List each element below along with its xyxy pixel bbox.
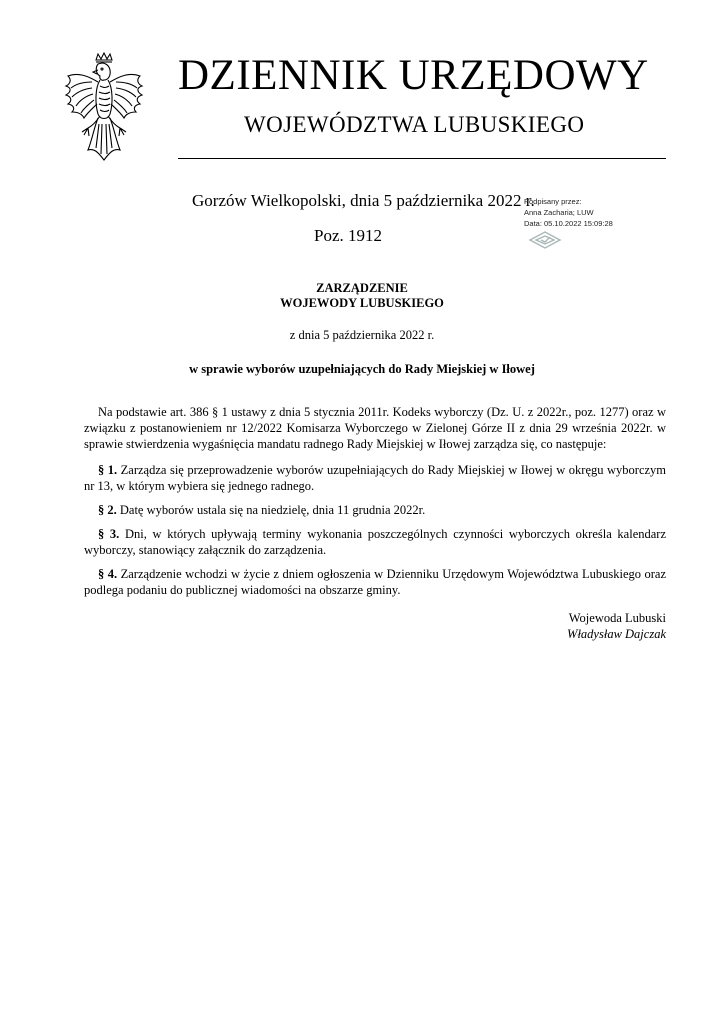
electronic-signature[interactable] — [524, 196, 644, 256]
legal-basis-paragraph: Na podstawie art. 386 § 1 ustawy z dnia 5 stycznia 2011r. Kodeks wyborczy (Dz. U. z 2022r., poz. 1277) oraz w związku z postanowieniem nr 12/2022 Komisarza Wyborczego w Zielonej Górze II z dnia 29 września 2022r. w sprawie stwierdzenia wygaśnięcia mandatu radnego Rady Miejskiej w Iłowej zarządza się, co następuje: — [84, 405, 666, 451]
header-divider — [178, 158, 666, 159]
journal-subtitle: WOJEWÓDZTWA LUBUSKIEGO — [244, 112, 585, 137]
signer-role: Wojewoda Lubuski — [568, 611, 666, 625]
paragraph-number: § 1. — [98, 463, 118, 477]
journal-title: DZIENNIK URZĘDOWY — [178, 52, 649, 99]
paragraph-text: Zarządza się przeprowadzenie wyborów uzupełniających do Rady Miejskiej w Iłowej w okręgu wyborczym nr 13, w którym wybiera się jednego radnego. — [84, 463, 667, 493]
paragraph-3 — [84, 526, 666, 558]
paragraph-1 — [84, 462, 666, 494]
paragraph-text: Zarządzenie wchodzi w życie z dniem ogłoszenia w Dzienniku Urzędowym Województwa Lubuskiego oraz podlega podaniu do publicznej wiadomości na obszarze gminy. — [84, 567, 666, 597]
paragraph-2 — [84, 502, 666, 518]
signer-name: Władysław Dajczak — [567, 627, 666, 641]
document-subject: w sprawie wyborów uzupełniających do Rady Miejskiej w Iłowej — [189, 362, 535, 376]
paragraph-text: Datę wyborów ustala się na niedzielę, dnia 11 grudnia 2022r. — [119, 503, 426, 517]
place-and-date: Gorzów Wielkopolski, dnia 5 października 2022 r. — [192, 191, 535, 210]
signature-verified-icon — [528, 230, 562, 250]
paragraph-4 — [84, 566, 666, 598]
paragraph-text: Dni, w których upływają terminy wykonania poszczególnych czynności wyborczych określa kalendarz wyborczy, stanowiący załącznik do zarządzenia. — [84, 527, 667, 557]
paragraph-number: § 4. — [98, 567, 118, 581]
paragraph-number: § 3. — [98, 527, 120, 541]
signature-signed-by: Podpisany przez: — [524, 197, 582, 206]
signer-block — [567, 610, 666, 642]
position-number: Poz. 1912 — [314, 226, 382, 245]
signature-date: Data: 05.10.2022 15:09:28 — [524, 219, 613, 228]
document-type: ZARZĄDZENIE — [316, 281, 408, 295]
paragraph-number: § 2. — [98, 503, 117, 517]
signature-name: Anna Zacharia; LUW — [524, 208, 594, 217]
document-body — [84, 404, 666, 606]
document-issuer: WOJEWODY LUBUSKIEGO — [280, 296, 444, 310]
polish-eagle-emblem-icon — [62, 52, 146, 164]
document-date: z dnia 5 października 2022 r. — [289, 328, 435, 342]
